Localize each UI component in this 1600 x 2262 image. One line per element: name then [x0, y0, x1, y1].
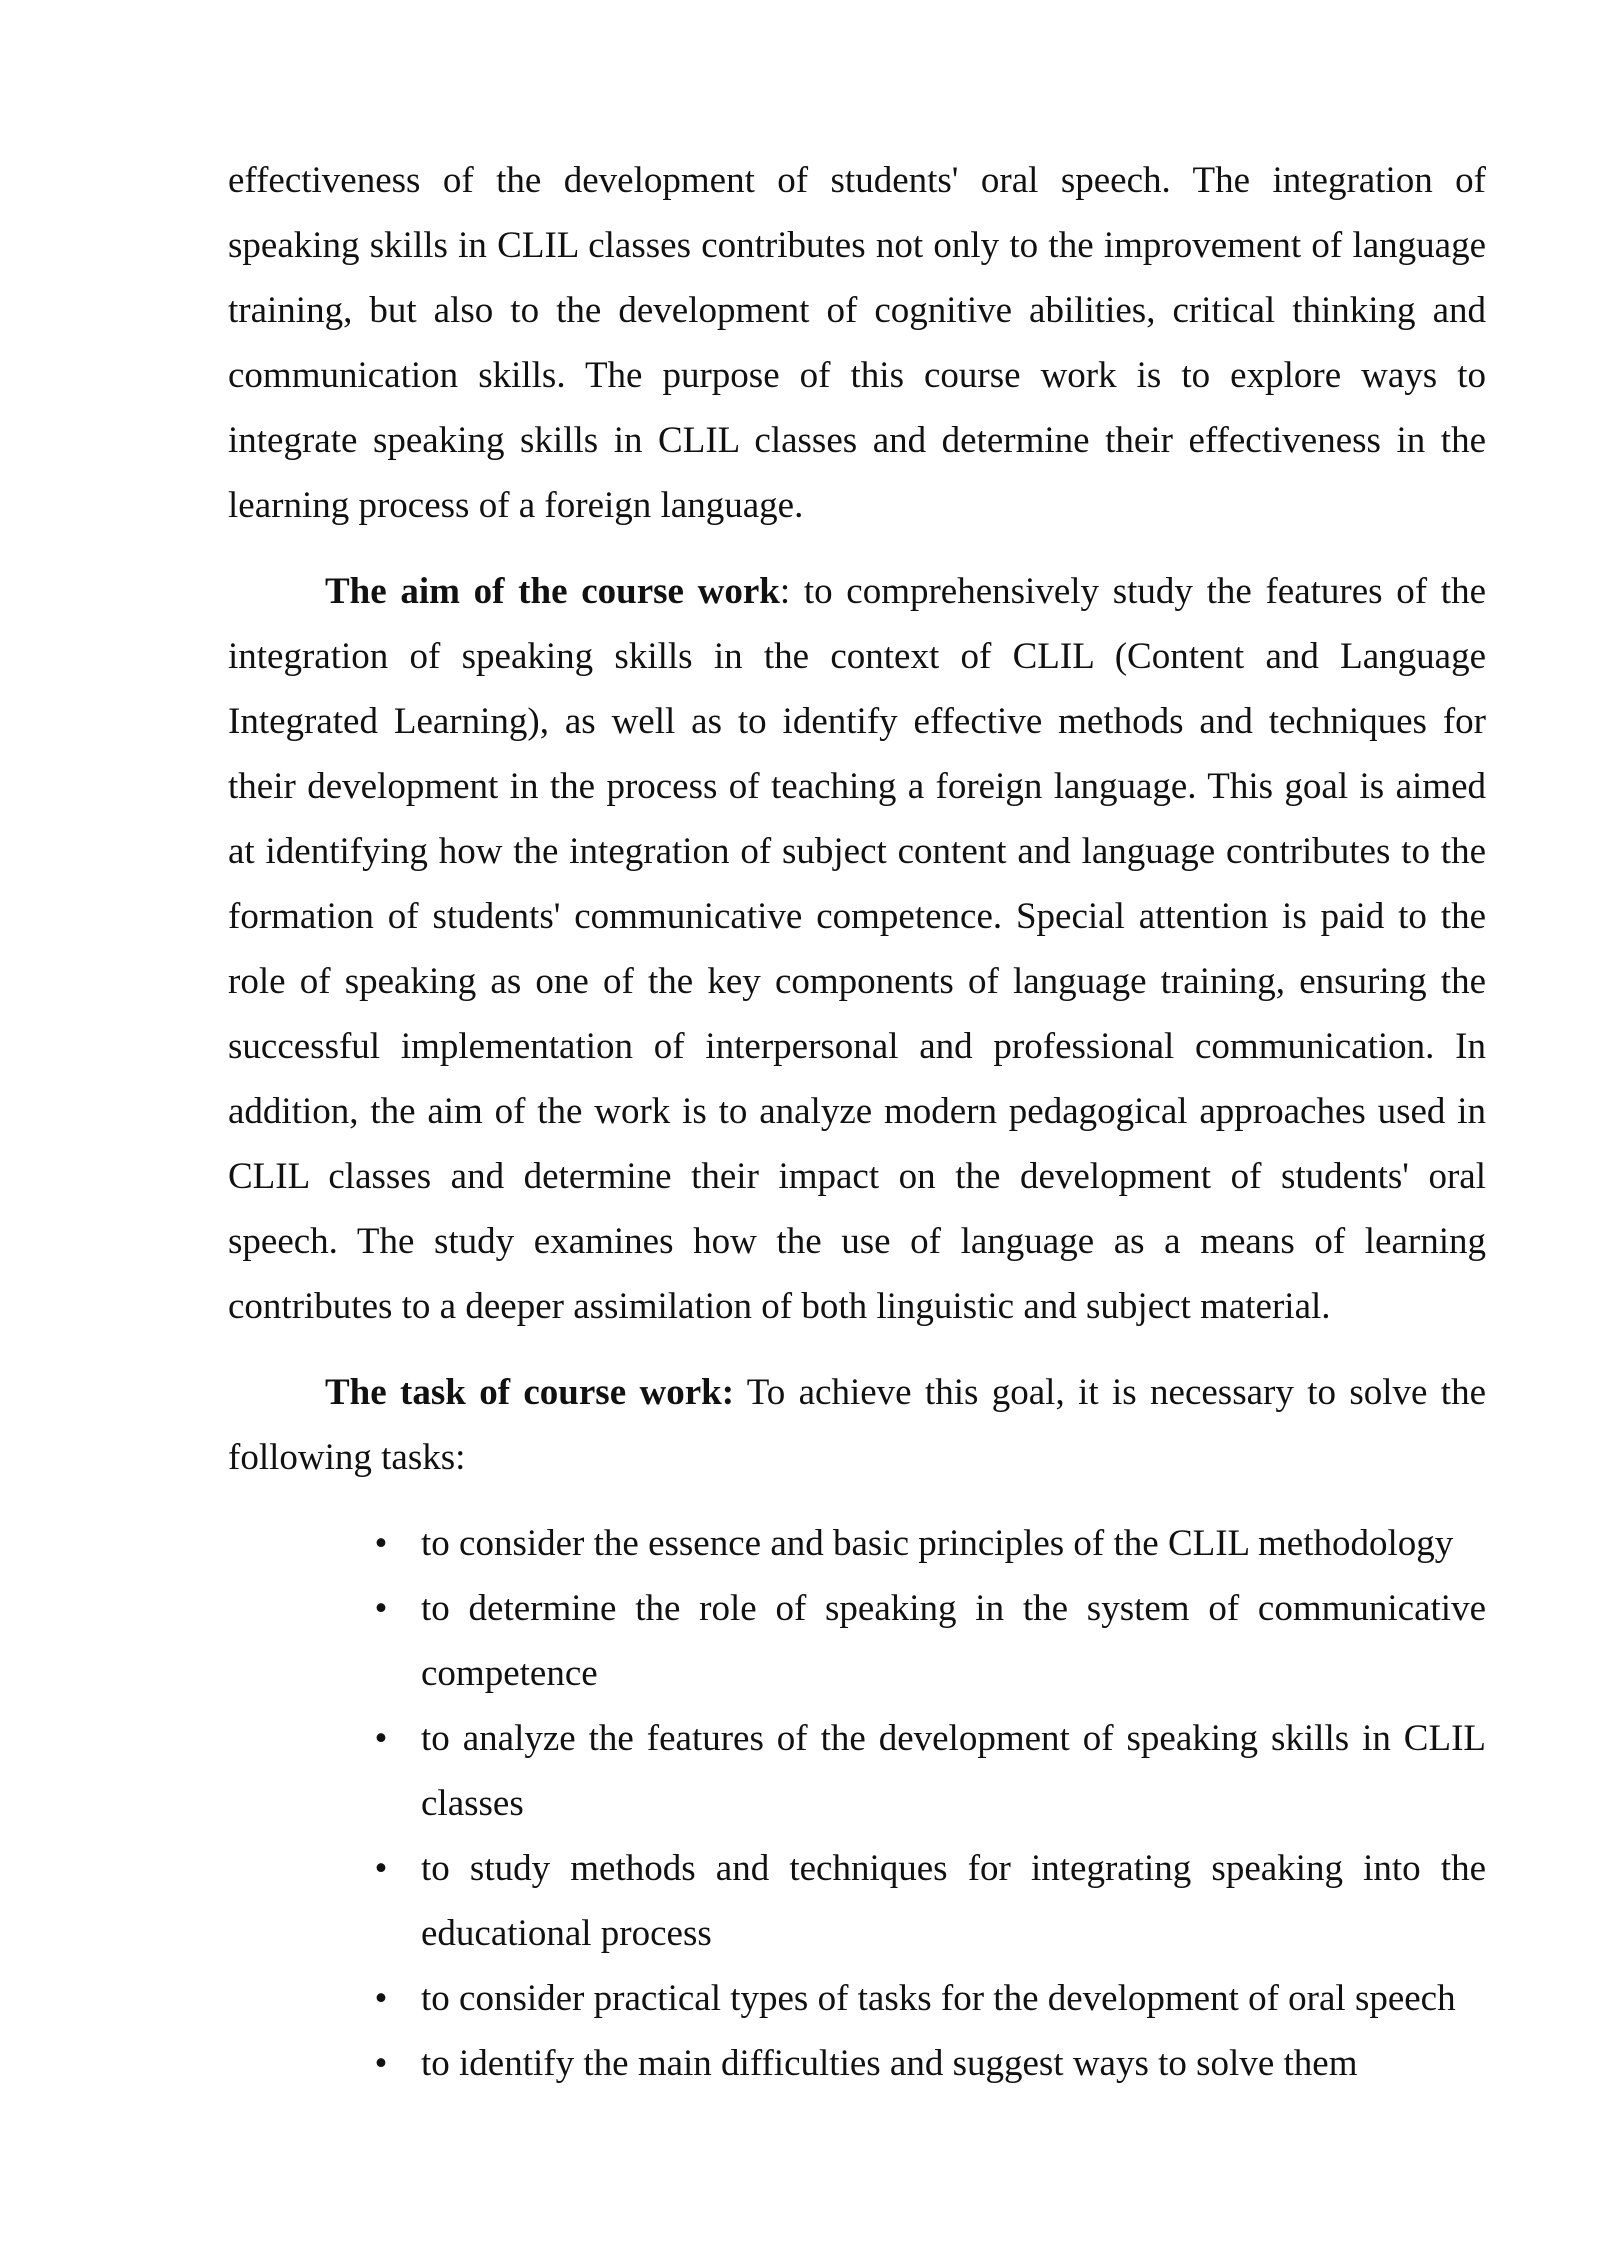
- bullet-icon: •: [374, 1523, 388, 1564]
- aim-text: : to comprehensively study the features of the integration of speaking skills in the context of CLIL (Content and Language Integrated Learning), as well as to identify effective methods and techniques for their development in the process of teaching a foreign language. This goal is aimed at identifying how the integration of subject content and language contributes to the formation of students' communicative competence. Special attention is paid to the role of speaking as one of the key components of language training, ensuring the successful implementation of interpersonal and professional communication. In addition, the aim of the work is to analyze modern pedagogical approaches used in CLIL classes and determine their impact on the development of students' oral speech. The study examines how the use of language as a means of learning contributes to a deeper assimilation of both linguistic and subject material.: [228, 571, 1486, 1327]
- bullet-icon: •: [374, 1978, 388, 2019]
- task-text: To achieve this goal, it is necessary to solve the following tasks:: [228, 1372, 1486, 1478]
- list-item-text: to analyze the features of the development of speaking skills in CLIL classes: [421, 1718, 1486, 1824]
- bullet-icon: •: [374, 1718, 388, 1759]
- bullet-icon: •: [374, 1588, 388, 1629]
- intro-paragraph: effectiveness of the development of students' oral speech. The integration of speaking skills in CLIL classes contributes not only to the improvement of language training, but also to the development of cognitive abilities, critical thinking and communication skills. The purpose of this course work is to explore ways to integrate speaking skills in CLIL classes and determine their effectiveness in the learning process of a foreign language.: [228, 160, 1486, 526]
- list-item-text: to determine the role of speaking in the system of communicative competence: [421, 1588, 1486, 1694]
- bullet-icon: •: [374, 1848, 388, 1889]
- document-page: [228, 148, 1486, 2096]
- list-item: [374, 1511, 1486, 1576]
- aim-label: The aim of the course work: [325, 571, 780, 612]
- task-paragraph: [228, 1360, 1486, 1490]
- list-item: [374, 1966, 1486, 2031]
- list-item-text: to consider the essence and basic principles of the CLIL methodology: [421, 1523, 1454, 1564]
- list-item-text: to consider practical types of tasks for the development of oral speech: [421, 1978, 1456, 2019]
- list-item: [374, 1576, 1486, 1706]
- bullet-icon: •: [374, 2043, 388, 2084]
- list-item-text: to study methods and techniques for integrating speaking into the educational process: [421, 1848, 1486, 1954]
- list-item: [374, 2031, 1486, 2096]
- list-item-text: to identify the main difficulties and suggest ways to solve them: [421, 2043, 1358, 2084]
- task-label: The task of course work:: [325, 1372, 735, 1413]
- list-item: [374, 1836, 1486, 1966]
- task-list: [228, 1511, 1486, 2096]
- aim-paragraph: [228, 559, 1486, 1339]
- list-item: [374, 1706, 1486, 1836]
